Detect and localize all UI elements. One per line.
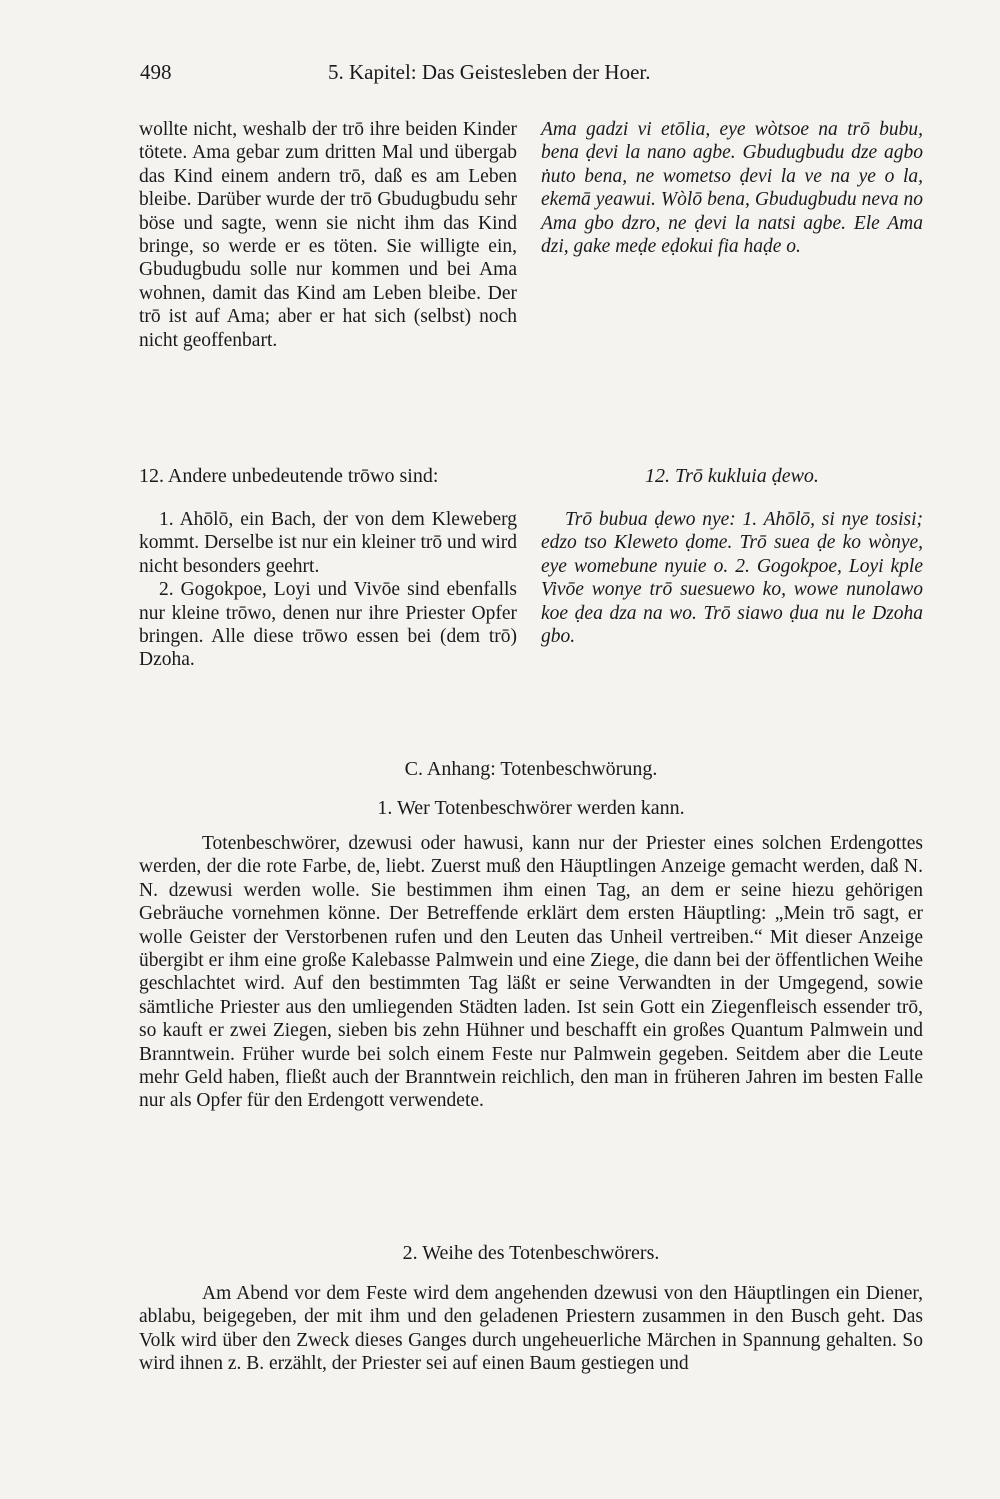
german-column-section12 bbox=[139, 508, 517, 672]
running-title: 5. Kapitel: Das Geistesleben der Hoer. bbox=[328, 60, 651, 84]
german-item-2: 2. Gogokpoe, Loyi und Vivōe sind ebenfalls nur kleine trōwo, denen nur ihre Priester Opfer bringen. Alle diese trōwo essen bei (dem trō) Dzoha. bbox=[139, 579, 517, 671]
section-heading-german: 12. Andere unbedeutende trōwo sind: bbox=[139, 465, 439, 487]
ewe-paragraph: Ama gadzi vi etōlia, eye wòtsoe na trō bubu, bena ḍevi la nano agbe. Gbudugbudu dze agbo ṅuto bena, ne wometso ḍevi la ve na ye o la, ekemā yeawui. Wòlō bena, Gbudugbudu neva no Ama gbo dzro, ne ḍevi la natsi agbe. Ele Ama dzi, gake meḍe eḍokui fia haḍe o. bbox=[541, 119, 923, 258]
appendix-title: C. Anhang: Totenbeschwörung. bbox=[404, 758, 658, 780]
subsection-heading-2: 2. Weihe des Totenbeschwörers. bbox=[402, 1242, 660, 1264]
appendix-paragraph-1: Totenbeschwörer, dzewusi oder hawusi, kann nur der Priester eines solchen Erdengottes werden, der die rote Farbe, de, liebt. Zuerst muß den Häuptlingen Anzeige gemacht werden, daß N. N. dzewusi werden wolle. Sie bestimmen ihm einen Tag, an dem er seine hiezu gehörigen Gebräuche vornehmen könne. Der Betreffende erklärt dem ersten Häuptling: „Mein trō sagt, er wolle Geister der Verstorbenen rufen und den Leuten das Unheil vertreiben.“ Mit dieser Anzeige übergibt er ihm eine große Kalebasse Palmwein und eine Ziege, die dann bei der öffentlichen Weihe geschlachtet wird. Auf den bestimmten Tag läßt er seine Verwandten in der Umgegend, sowie sämtliche Priester aus den umliegenden Städten laden. Ist sein Gott ein Ziegenfleisch essender trō, so kauft er zwei Ziegen, sieben bis zehn Hühner und beschafft ein großes Quantum Palmwein und Branntwein. Früher wurde bei solch einem Feste nur Palmwein gegeben. Seitdem aber die Leute mehr Geld haben, fließt auch der Branntwein reichlich, den man in früheren Jahren im besten Falle nur als Opfer für den Erdengott verwendete. bbox=[139, 833, 923, 1112]
appendix-paragraph-2: Am Abend vor dem Feste wird dem angehenden dzewusi von den Häuptlingen ein Diener, ablabu, beigegeben, der mit ihm und den geladenen Priestern zusammen in den Busch geht. Das Volk wird über den Zweck dieses Ganges durch ungeheuerliche Märchen in Spannung gehalten. So wird ihnen z. B. erzählt, der Priester sei auf einen Baum gestiegen und bbox=[139, 1283, 923, 1375]
german-column-top bbox=[139, 118, 517, 352]
ewe-column-section12 bbox=[541, 508, 923, 648]
page-number: 498 bbox=[140, 60, 172, 84]
appendix-paragraph-1-block bbox=[139, 832, 923, 1113]
section-heading-ewe: 12. Trō kukluia ḍewo. bbox=[645, 465, 819, 487]
subsection-heading-1: 1. Wer Totenbeschwörer werden kann. bbox=[377, 797, 685, 819]
german-paragraph: wollte nicht, weshalb der trō ihre beiden Kinder tötete. Ama gebar zum dritten Mal und übergab das Kind einem andern trō, daß es am Leben bleibe. Darüber wurde der trō Gbudugbudu sehr böse und sagte, wenn sie nicht ihm das Kind bringe, so werde er es töten. Sie willigte ein, Gbudugbudu solle nur kommen und bei Ama wohnen, damit das Kind am Leben bleibe. Der trō ist auf Ama; aber er hat sich (selbst) noch nicht geoffenbart. bbox=[139, 119, 517, 351]
ewe-items: Trō bubua ḍewo nye: 1. Ahōlō, si nye tosisi; edzo tso Kleweto ḍome. Trō suea ḍe ko wònye, eye womebune nyuie o. 2. Gogokpoe, Loyi kple Vivōe wonye trō suesuewo ko, wowe nunolawo koe ḍea dza na wo. Trō siawo ḍua nu le Dzoha gbo. bbox=[541, 509, 923, 648]
ewe-column-top bbox=[541, 118, 923, 258]
appendix-paragraph-2-block bbox=[139, 1282, 923, 1376]
german-item-1: 1. Ahōlō, ein Bach, der von dem Kleweberg kommt. Derselbe ist nur ein kleiner trō und wird nicht besonders geehrt. bbox=[139, 509, 517, 577]
